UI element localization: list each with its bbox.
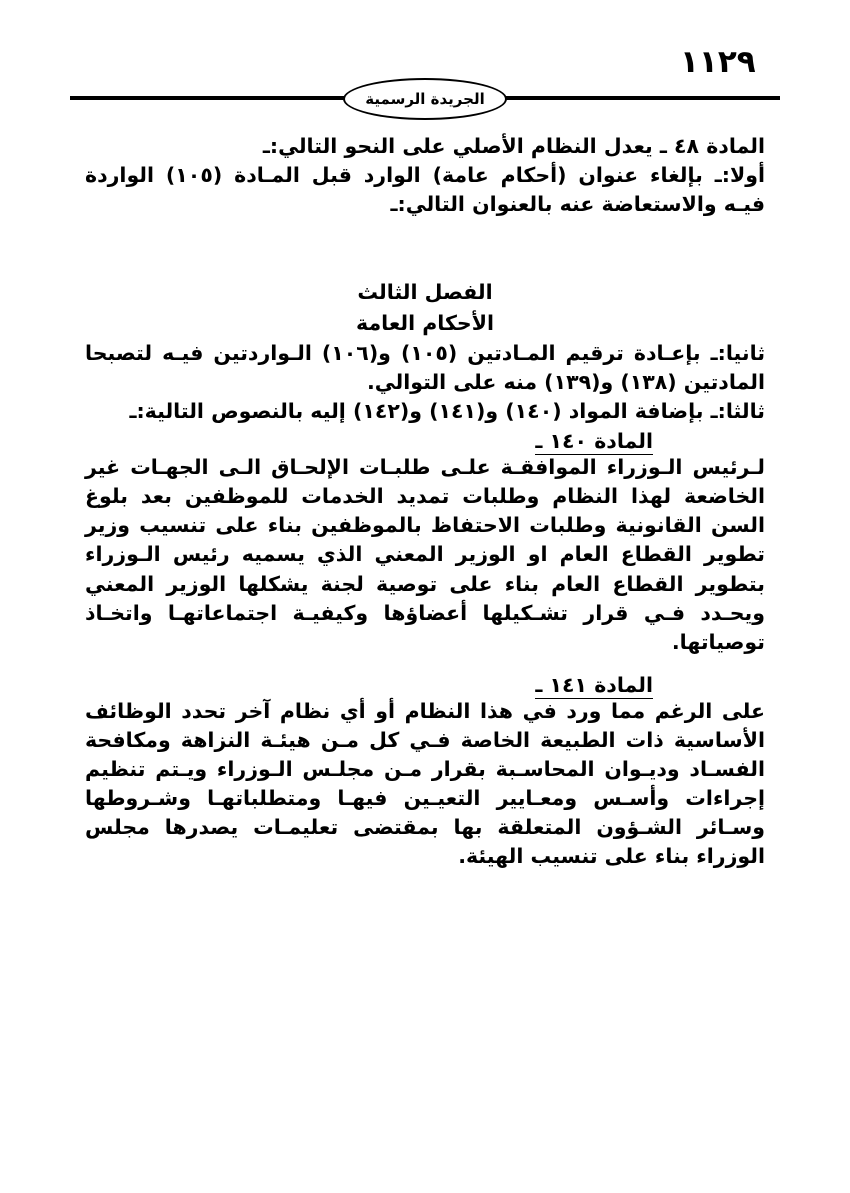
document-body (85, 132, 765, 872)
clause-third: ثالثا:ـ بإضافة المواد (١٤٠) و(١٤١) و(١٤٢) إليه بالنصوص التالية:ـ (129, 399, 765, 424)
article-140-heading-text: المادة ١٤٠ ـ (535, 429, 653, 454)
chapter-heading-line-2: الأحكام العامة (356, 311, 494, 336)
article-141-text: على الرغم مما ورد في هذا النظام أو أي نظام آخر تحدد الوظائف الأساسية ذات الطبيعة الخاصة فـي كل مـن هيئـة النزاهة ومكافحة الفسـاد وديـوان المحاسـبة بقرار مـن مجلـس الـوزراء ويـتم تنظيم إجراءات وأسـس ومعـايير التعيـين فيهـا ومتطلباتهـا وشـروطها وسـائر الشـؤون المتعلقة بها بمقتضى تعليمـات يصدرها مجلس الوزراء بناء على تنسيب الهيئة. (85, 698, 765, 869)
gazette-badge-label: الجريدة الرسمية (365, 89, 485, 108)
article-140-heading (85, 429, 653, 453)
page-number: ١١٢٩ (680, 44, 756, 80)
chapter-heading (85, 277, 765, 339)
page-header (70, 86, 780, 126)
chapter-heading-line-1: الفصل الثالث (357, 280, 493, 305)
article-141-heading (85, 673, 653, 697)
gazette-badge (343, 78, 507, 120)
article-48-intro: المادة ٤٨ ـ يعدل النظام الأصلي على النحو التالي:ـ (262, 134, 765, 158)
clause-second: ثانيا:ـ بإعـادة ترقيم المـادتين (١٠٥) و(١٠٦) الـواردتين فيـه لتصبحا المادتين (١٣٨) و(١٣٩) منه على التوالي. (85, 340, 766, 394)
article-141-heading-text: المادة ١٤١ ـ (535, 672, 653, 697)
clause-first: أولا:ـ بإلغاء عنوان (أحكام عامة) الوارد قبل المـادة (١٠٥) الواردة فيـه والاستعاضة عنه بالعنوان التالي:ـ (85, 163, 765, 217)
article-140-text: لـرئيس الـوزراء الموافقـة علـى طلبـات الإلحـاق الـى الجهـات غير الخاضعة لهذا النظام وطلبات تمديد الخدمات للموظفين بعد بلوغ السن القانونية وطلبات الاحتفاظ بالموظفين بناء على تنسيب وزير تطوير القطاع العام او الوزير المعني الذي يسميه رئيس الـوزراء بتطوير القطاع العام بناء على توصية لجنة يشكلها الوزير المعني ويحـدد فـي قرار تشـكيلها أعضاؤها وكيفيـة اجتماعاتهـا واتخـاذ توصياتها. (85, 455, 765, 654)
